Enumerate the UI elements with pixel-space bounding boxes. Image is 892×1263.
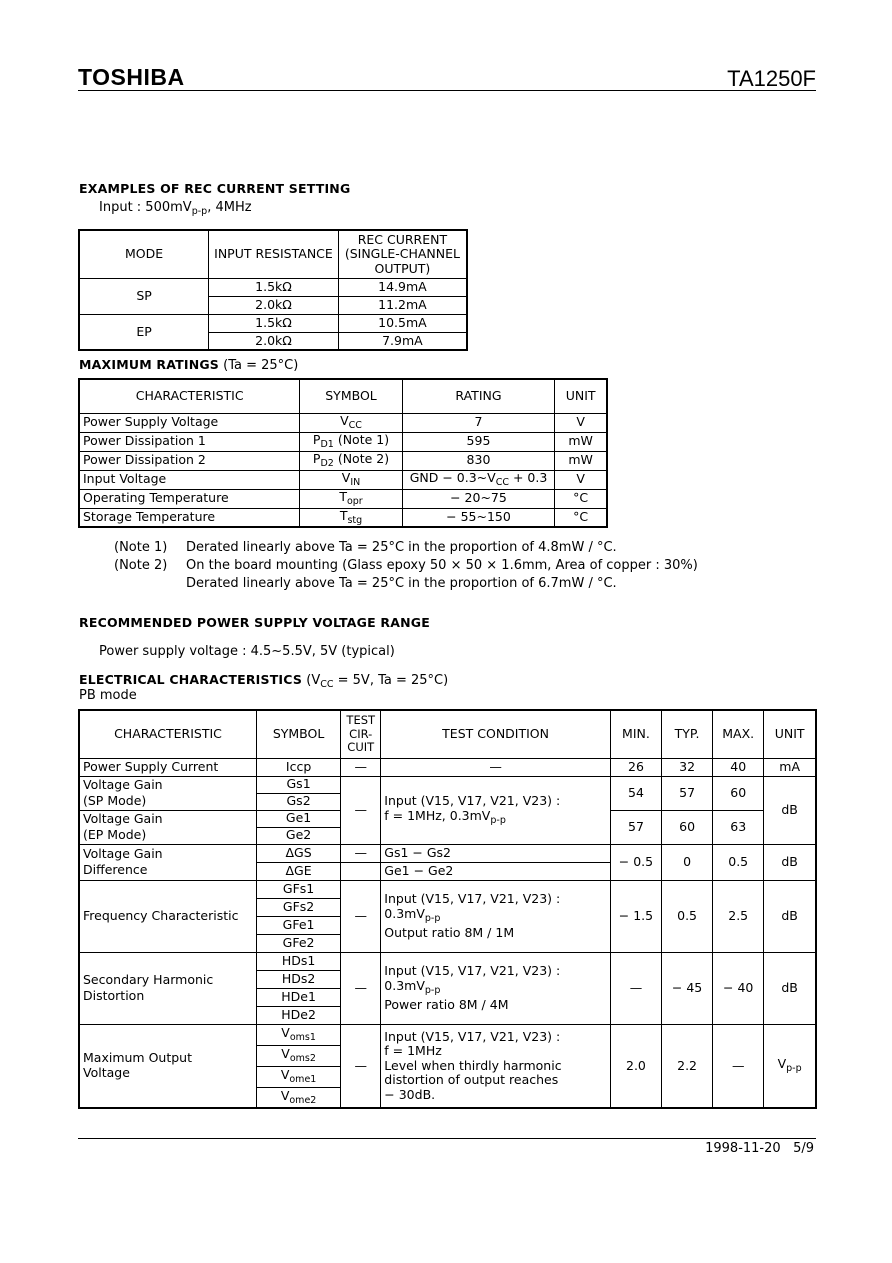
elec-min: − 0.5 [610,844,661,880]
maxr-char: Input Voltage [79,470,300,489]
maxr-char: Operating Temperature [79,489,300,508]
footer [705,1141,814,1156]
maxr-unit: V [555,470,607,489]
elec-max: 2.5 [713,880,764,952]
elec-unit: dB [764,952,816,1024]
elec-min: — [610,952,661,1024]
maxr-sym: $T_{stg}$ [300,508,402,527]
elec-h-cond: TEST CONDITION [381,710,611,758]
rec-h-mode: MODE [79,230,209,278]
footer-rule [78,1138,816,1139]
rec-res: 2.0kΩ [209,332,339,350]
elec-char-vg-ep: Voltage Gain (EP Mode) [79,810,256,844]
elec-tc: — [341,758,381,776]
elec-tc [341,862,381,880]
maxr-unit: V [555,413,607,432]
elec-max: — [713,1024,764,1108]
elec-min: 2.0 [610,1024,661,1108]
maxr-rating: 7 [402,413,555,432]
maxr-title: MAXIMUM RATINGS [79,357,220,372]
elec-unit: dB [764,844,816,880]
elec-typ: 57 [662,776,713,810]
maxr-rating: 830 [402,451,555,470]
elec-cond-fc: Input (V15, V17, V21, V23) : $0.3mV_{p-p}$ Output ratio 8M / 1M [381,880,611,952]
header-rule [78,90,816,91]
maxr-cond: (Ta = 25°C) [223,358,299,373]
footer-page: 5/9 [793,1141,814,1156]
elec-sym: Iccp [256,758,340,776]
elec-tc: — [341,1024,381,1108]
part-number: TA1250F [727,66,816,91]
maxr-char: Power Supply Voltage [79,413,300,432]
elec-min: − 1.5 [610,880,661,952]
maxr-sym: $V_{IN}$ [300,470,402,489]
elec-h-tc: TEST CIR- CUIT [341,710,381,758]
maxr-sym: $P_{D1}$ (Note 1) [300,432,402,451]
maxr-unit: °C [555,489,607,508]
elec-sym: ΔGE [256,862,340,880]
elec-tc: — [341,844,381,862]
elec-sym: HDe1 [256,988,340,1006]
elec-max: 40 [713,758,764,776]
elec-cond: — [381,758,611,776]
rec-title: EXAMPLES OF REC CURRENT SETTING [79,181,351,196]
elec-max: 0.5 [713,844,764,880]
maxr-rating: − 20~75 [402,489,555,508]
elec-sym: GFe1 [256,916,340,934]
rec-res: 2.0kΩ [209,296,339,314]
elec-cond-mov: Input (V15, V17, V21, V23) : f = 1MHz Level when thirdly harmonic distortion of output reaches − 30dB. [381,1024,611,1108]
elec-unit: dB [764,880,816,952]
rec-input: Input : $500mV_{p-p}$, 4MHz [99,200,252,217]
brand-logo: TOSHIBA [78,64,185,90]
maxr-rating: GND − $0.3\sim V_{CC} + 0.3$ [402,470,555,489]
elec-cond: Ge1 − Ge2 [381,862,611,880]
elec-sym: Ge1 [256,810,340,827]
elec-sym: GFe2 [256,934,340,952]
maxr-char: Storage Temperature [79,508,300,527]
elec-typ: 2.2 [662,1024,713,1108]
maxr-rating: 595 [402,432,555,451]
rec-cur: 11.2mA [338,296,467,314]
elec-h-max: MAX. [713,710,764,758]
rec-h-res: INPUT RESISTANCE [209,230,339,278]
maxr-table [78,378,608,528]
elec-h-sym: SYMBOL [256,710,340,758]
elec-char-shd: Secondary Harmonic Distortion [79,952,256,1024]
elec-typ: − 45 [662,952,713,1024]
elec-typ: 0.5 [662,880,713,952]
elec-char: Power Supply Current [79,758,256,776]
note-1-tag: (Note 1) [114,540,168,555]
elec-typ: 0 [662,844,713,880]
elec-typ: 60 [662,810,713,844]
maxr-char: Power Dissipation 1 [79,432,300,451]
elec-unit: $V_{p-p}$ [764,1024,816,1108]
note-1-text: Derated linearly above Ta = 25°C in the proportion of 4.8mW / °C. [186,540,617,555]
elec-char-vg-sp: Voltage Gain (SP Mode) [79,776,256,810]
elec-title: ELECTRICAL CHARACTERISTICS [79,672,303,687]
note-2-text: On the board mounting (Glass epoxy 50 × 50 × 1.6mm, Area of copper : 30%) [186,558,698,573]
elec-sym: GFs1 [256,880,340,898]
elec-h-min: MIN. [610,710,661,758]
elec-unit: mA [764,758,816,776]
footer-date: 1998-11-20 [705,1141,781,1156]
note-2-text-b: Derated linearly above Ta = 25°C in the proportion of 6.7mW / °C. [186,576,617,591]
maxr-char: Power Dissipation 2 [79,451,300,470]
elec-sym: GFs2 [256,898,340,916]
elec-min: 26 [610,758,661,776]
elec-h-unit: UNIT [764,710,816,758]
elec-h-typ: TYP. [662,710,713,758]
rec-res: 1.5kΩ [209,278,339,296]
elec-char-mov: Maximum Output Voltage [79,1024,256,1108]
elec-max: 60 [713,776,764,810]
maxr-h-char: CHARACTERISTIC [79,379,300,413]
rec-res: 1.5kΩ [209,314,339,332]
rec-h-cur: REC CURRENT (SINGLE-CHANNEL OUTPUT) [338,230,467,278]
elec-sym: $V_{oms1}$ [256,1024,340,1045]
elec-sym: $V_{ome2}$ [256,1087,340,1108]
maxr-rating: − 55~150 [402,508,555,527]
elec-cond: Gs1 − Gs2 [381,844,611,862]
elec-min: 57 [610,810,661,844]
elec-sym: HDs2 [256,970,340,988]
rec-mode-sp: SP [79,278,209,314]
elec-tc: — [341,776,381,844]
elec-sym: $V_{oms2}$ [256,1045,340,1066]
maxr-sym: $V_{CC}$ [300,413,402,432]
elec-cond-shd: Input (V15, V17, V21, V23) : $0.3mV_{p-p}$ Power ratio 8M / 4M [381,952,611,1024]
maxr-sym: $T_{opr}$ [300,489,402,508]
elec-cond-vg: Input (V15, V17, V21, V23) : f = 1MHz, $0.3mV_{p-p}$ [381,776,611,844]
maxr-h-sym: SYMBOL [300,379,402,413]
elec-typ: 32 [662,758,713,776]
maxr-unit: mW [555,432,607,451]
elec-max: 63 [713,810,764,844]
rec-cur: 10.5mA [338,314,467,332]
elec-sym: HDs1 [256,952,340,970]
elec-sym: Gs2 [256,793,340,810]
rec-range-text: Power supply voltage : 4.5~5.5V, 5V (typical) [99,644,395,659]
elec-sym: ΔGS [256,844,340,862]
maxr-sym: $P_{D2}$ (Note 2) [300,451,402,470]
maxr-unit: mW [555,451,607,470]
rec-table [78,229,468,351]
maxr-unit: °C [555,508,607,527]
elec-sym: $V_{ome1}$ [256,1066,340,1087]
elec-table [78,709,817,1109]
rec-cur: 14.9mA [338,278,467,296]
maxr-h-unit: UNIT [555,379,607,413]
elec-tc: — [341,952,381,1024]
elec-h-char: CHARACTERISTIC [79,710,256,758]
elec-sym: HDe2 [256,1006,340,1024]
note-2-tag: (Note 2) [114,558,168,573]
elec-char-vgd: Voltage Gain Difference [79,844,256,880]
elec-sym: Ge2 [256,827,340,844]
elec-mode: PB mode [79,688,137,703]
rec-cur: 7.9mA [338,332,467,350]
maxr-h-rating: RATING [402,379,555,413]
elec-min: 54 [610,776,661,810]
rec-range-title: RECOMMENDED POWER SUPPLY VOLTAGE RANGE [79,615,430,630]
maxr-heading [79,357,298,373]
elec-cond: ($V_{CC} = 5V$, Ta = 25°C) [306,673,449,690]
elec-sym: Gs1 [256,776,340,793]
elec-unit: dB [764,776,816,844]
rec-mode-ep: EP [79,314,209,350]
elec-max: − 40 [713,952,764,1024]
elec-tc: — [341,880,381,952]
elec-char: Frequency Characteristic [79,880,256,952]
